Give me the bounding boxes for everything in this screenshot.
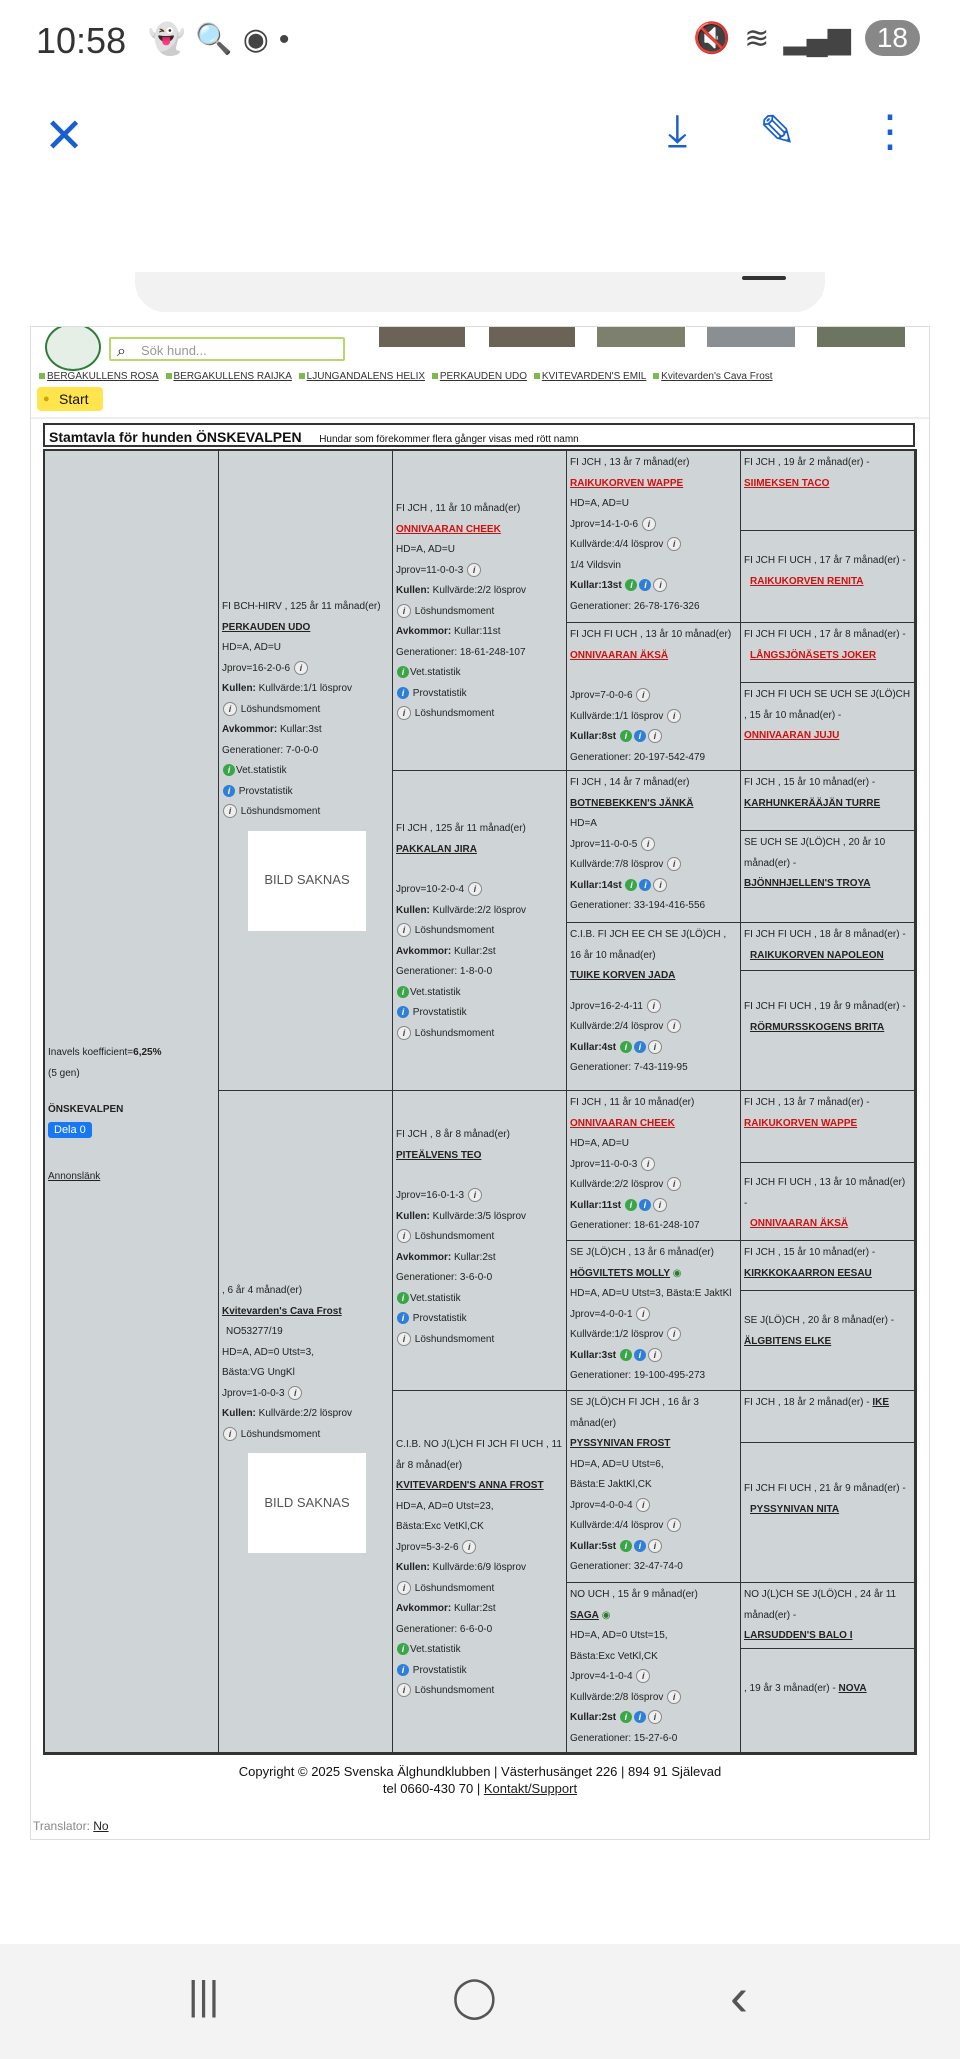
header-photo[interactable] — [707, 327, 795, 347]
pedigree-sire — [219, 451, 393, 1091]
recent-apps-icon[interactable]: ||| — [188, 1974, 220, 2018]
dog-name-link[interactable]: IKE — [872, 1397, 890, 1408]
pedigree-g3: FI JCH , 125 år 11 månad(er) PAKKALAN JIRA Jprov=10-2-0-4 i Kullen: Kullvärde:2/2 lösprov i Löshundsmoment Avkommor: Kullar:2st Generationer: 1-8-0-0 i Vet.statistik i Provstatistik i Löshundsmoment — [393, 771, 567, 1091]
pedigree-g4: SE J(LÖ)CH , 13 år 6 månad(er) HÖGVILTETS MOLLY ◉ HD=A, AD=U Utst=3, Bästa:E JaktKl Jprov=4-0-0-1 i Kullvärde:1/2 lösprov i Kullar:3st i i i Generationer: 19-100-495-273 — [567, 1241, 741, 1391]
quicklink[interactable]: PERKAUDEN UDO — [432, 371, 527, 382]
ad-link[interactable]: Annonslänk — [48, 1171, 101, 1182]
pedigree-g5: FI JCH , 19 år 2 månad(er) - SIIMEKSEN TACO — [741, 451, 915, 531]
pedigree-col-subject — [45, 451, 219, 1753]
info-icon[interactable]: i — [223, 1427, 237, 1441]
info-icon[interactable]: i — [667, 857, 681, 871]
pedigree-g5: SE UCH SE J(LÖ)CH , 20 år 10 månad(er) - BJÖNNHJELLEN'S TROYA — [741, 831, 915, 923]
info-icon[interactable]: i — [647, 999, 661, 1013]
info-icon[interactable]: i — [462, 1540, 476, 1554]
vet-stat-icon[interactable]: i — [397, 1643, 409, 1655]
magnifier-icon: ⌕ — [117, 343, 126, 360]
vet-stat-icon[interactable]: i — [397, 666, 409, 678]
info-icon[interactable]: i — [641, 1157, 655, 1171]
pedigree-g4: FI JCH FI UCH , 13 år 10 månad(er) ONNIVAARAN ÄKSÄ Jprov=7-0-0-6 i Kullvärde:1/1 lösprov i Kullar:8st i i i Generationer: 20-197-542-479 — [567, 623, 741, 771]
dam-jprov: Jprov=1-0-0-3 — [222, 1387, 285, 1399]
pedigree-g4: FI JCH , 13 år 7 månad(er) RAIKUKORVEN WAPPE HD=A, AD=U Jprov=14-1-0-6 i Kullvärde:4/4 lösprov i 1/4 Vildsvin Kullar:13st i i i Generationer: 26-78-176-326 — [567, 451, 741, 623]
prov-stat-link[interactable]: Provstatistik — [412, 1313, 467, 1324]
info-icon[interactable]: i — [397, 1332, 411, 1346]
back-icon[interactable]: ‹ — [730, 1967, 748, 2027]
pedigree-dam — [219, 1091, 393, 1753]
dog-name-link[interactable]: ONNIVAARAN JUJU — [744, 730, 840, 741]
title-note: Hundar som förekommer flera gånger visas med rött namn — [319, 434, 579, 445]
sire-generations: Generationer: 7-0-0-0 — [222, 744, 319, 756]
prov-stat-link[interactable]: Provstatistik — [412, 687, 467, 699]
info-icon[interactable]: i — [667, 1518, 681, 1532]
dog-name-link[interactable]: KIRKKOKAARRON EESAU — [744, 1267, 872, 1279]
dam-kullvarde: Kullvärde:2/2 lösprov — [258, 1408, 353, 1419]
dog-name-link[interactable]: LÅNGSJÖNÄSETS JOKER — [750, 649, 877, 661]
pedigree-g3: FI JCH , 8 år 8 månad(er) PITEÄLVENS TEO Jprov=16-0-1-3 i Kullen: Kullvärde:3/5 lösprov i Löshundsmoment Avkommor: Kullar:2st Generationer: 3-6-0-0 i Vet.statistik i Provstatistik i Löshundsmoment — [393, 1091, 567, 1391]
viewer-toolbar — [0, 84, 960, 184]
vet-stat-link[interactable]: Vet.statistik — [410, 667, 461, 678]
info-icon[interactable]: i — [223, 702, 237, 716]
info-icon[interactable]: i — [397, 1683, 411, 1697]
info-icon[interactable]: i — [636, 688, 650, 702]
info-icon[interactable]: i — [397, 604, 411, 618]
info-icon[interactable]: i — [468, 882, 482, 896]
more-options-icon[interactable]: ⋮ — [868, 107, 912, 156]
loshund-link[interactable]: Löshundsmoment — [240, 806, 321, 817]
pedigree-g4: SE J(LÖ)CH FI JCH , 16 år 3 månad(er) PYSSYNIVAN FROST HD=A, AD=U Utst=6, Bästa:E JaktKl,CK Jprov=4-0-0-4 i Kullvärde:4/4 lösprov i Kullar:5st i i i Generationer: 32-47-74-0 — [567, 1391, 741, 1583]
dog-name-link[interactable]: PYSSYNIVAN FROST — [570, 1438, 671, 1449]
mute-icon: 🔇 — [692, 21, 731, 55]
loshund-link[interactable]: Löshundsmoment — [414, 1333, 495, 1345]
dog-name-link[interactable]: KVITEVARDEN'S ANNA FROST — [396, 1480, 544, 1491]
download-icon[interactable]: ⤓ — [667, 106, 688, 155]
pedigree-g4: NO UCH , 15 år 9 månad(er) SAGA ◉ HD=A, AD=0 Utst=15, Bästa:Exc VetKl,CK Jprov=4-1-0-4 i Kullvärde:2/8 lösprov i Kullar:2st i i i Generationer: 15-27-6-0 — [567, 1583, 741, 1753]
quicklink[interactable]: Kvitevarden's Cava Frost — [653, 371, 772, 382]
pedigree-g5: SE J(LÖ)CH , 20 år 8 månad(er) - ÄLGBITENS ELKE — [741, 1291, 915, 1391]
quicklink[interactable]: BERGAKULLENS RAIJKA — [166, 371, 292, 382]
sire-name-link[interactable]: PERKAUDEN UDO — [222, 621, 311, 633]
subject-dog-name: ÖNSKEVALPEN — [48, 1104, 124, 1115]
dog-name-link[interactable]: ÄLGBITENS ELKE — [744, 1335, 832, 1347]
vet-stat-link[interactable]: Vet.statistik — [236, 765, 287, 776]
dog-name-link[interactable]: BOTNEBEKKEN'S JÄNKÄ — [570, 797, 694, 809]
vet-stat-icon[interactable]: i — [397, 986, 409, 998]
wifi-icon: ≋ — [744, 21, 770, 55]
quicklink[interactable]: KVITEVARDEN'S EMIL — [534, 371, 647, 382]
info-icon[interactable]: i — [667, 1019, 681, 1033]
kullen-label: Kullen: — [222, 1408, 256, 1419]
translator-link[interactable]: No — [93, 1819, 109, 1833]
pedigree-g5: FI JCH FI UCH , 18 år 8 månad(er) - RAIKUKORVEN NAPOLEON — [741, 923, 915, 971]
vet-stat-link[interactable]: Vet.statistik — [410, 986, 461, 998]
dam-basta: Bästa:VG UngKl — [222, 1367, 295, 1378]
pedigree-g3: C.I.B. NO J(L)CH FI JCH FI UCH , 11 år 8 månad(er) KVITEVARDEN'S ANNA FROST HD=A, AD=0 Utst=23, Bästa:Exc VetKl,CK Jprov=5-3-2-6 i Kullen: Kullvärde:6/9 lösprov i Löshundsmoment Avkommor: Kullar:2st Generationer: 6-6-0-0 i Vet.statistik i Provstatistik i Löshundsmoment — [393, 1391, 567, 1753]
snapchat-icon: 👻 — [148, 23, 196, 56]
pedigree-g5: FI JCH FI UCH , 17 år 7 månad(er) - RAIKUKORVEN RENITA — [741, 531, 915, 623]
info-icon[interactable]: i — [397, 1581, 411, 1595]
search-input[interactable] — [109, 337, 345, 361]
sire-jprov: Jprov=16-2-0-6 — [222, 662, 291, 674]
dog-name-link[interactable]: ONNIVAARAN CHEEK — [396, 523, 501, 535]
dog-name-link[interactable]: TUIKE KORVEN JADA — [570, 970, 676, 981]
pedigree-g5: FI JCH FI UCH SE UCH SE J(LÖ)CH , 15 år 10 månad(er) - ONNIVAARAN JUJU — [741, 683, 915, 771]
pedigree-g5: FI JCH FI UCH , 17 år 8 månad(er) - LÅNGSJÖNÄSETS JOKER — [741, 623, 915, 683]
info-icon[interactable]: i — [397, 706, 411, 720]
avkommor-label: Avkommor: — [222, 724, 278, 735]
dot-icon: • — [278, 23, 300, 56]
loshund-link[interactable]: Löshundsmoment — [414, 708, 495, 719]
pedigree-g3: FI JCH , 11 år 10 månad(er) ONNIVAARAN CHEEK HD=A, AD=U Jprov=11-0-0-3 i Kullen: Kullvärde:2/2 lösprov i Löshundsmoment Avkommor: Kullar:11st Generationer: 18-61-248-107 i Vet.statistik i Provstatistik i Löshundsmoment — [393, 451, 567, 771]
info-icon[interactable]: i — [667, 1690, 681, 1704]
dog-name-link[interactable]: RAIKUKORVEN NAPOLEON — [750, 949, 884, 961]
dog-name-link[interactable]: PYSSYNIVAN NITA — [750, 1503, 840, 1515]
pedigree-g5: FI JCH , 13 år 7 månad(er) - RAIKUKORVEN WAPPE — [741, 1091, 915, 1163]
status-bar — [0, 0, 960, 84]
info-icon[interactable]: i — [636, 1307, 650, 1321]
prov-stat-icon[interactable]: i — [223, 785, 235, 797]
dog-name-link[interactable]: RÖRMURSSKOGENS BRITA — [750, 1021, 885, 1033]
pedigree-g4: C.I.B. FI JCH EE CH SE J(LÖ)CH , 16 år 10 månad(er) TUIKE KORVEN JADA Jprov=16-2-4-11 i Kullvärde:2/4 lösprov i Kullar:4st i i i Generationer: 7-43-119-95 — [567, 923, 741, 1091]
sire-hd: HD=A, AD=U — [222, 642, 281, 653]
eye-icon: ◉ — [672, 1267, 682, 1279]
dog-name-link[interactable]: BJÖNNHJELLEN'S TROYA — [744, 878, 871, 889]
pedigree-g5: FI JCH FI UCH , 21 år 9 månad(er) - PYSSYNIVAN NITA — [741, 1443, 915, 1583]
divider — [31, 417, 929, 419]
info-icon[interactable]: i — [397, 1026, 411, 1040]
header-photo[interactable] — [597, 327, 685, 347]
pedigree-g5: NO J(L)CH SE J(LÖ)CH , 24 år 11 månad(er) - LARSUDDEN'S BALO I — [741, 1583, 915, 1649]
sire-kullvarde: Kullvärde:1/1 lösprov — [258, 683, 353, 694]
header-photo[interactable] — [489, 327, 575, 347]
notification-icons — [148, 22, 299, 57]
loshund-link[interactable]: Löshundsmoment — [414, 1231, 495, 1242]
pedigree-g4: FI JCH , 11 år 10 månad(er) ONNIVAARAN CHEEK HD=A, AD=U Jprov=11-0-0-3 i Kullvärde:2/2 lösprov i Kullar:11st i i i Generationer: 18-61-248-107 — [567, 1091, 741, 1241]
prov-stat-icon[interactable]: i — [397, 1006, 409, 1018]
search-icon: 🔍 — [195, 23, 243, 56]
info-icon[interactable]: i — [641, 837, 655, 851]
edit-icon[interactable]: ✎ — [759, 107, 796, 156]
info-icon[interactable]: i — [397, 1229, 411, 1243]
loshund-link[interactable]: Löshundsmoment — [414, 605, 495, 617]
vet-stat-icon[interactable]: i — [223, 764, 235, 776]
dog-name-link[interactable]: ONNIVAARAN ÄKSÄ — [750, 1218, 849, 1229]
info-icon[interactable]: i — [636, 1498, 650, 1512]
translator: Translator: No — [33, 1819, 109, 1833]
dam-hd: HD=A, AD=0 Utst=3, — [222, 1346, 314, 1358]
page-title: Stamtavla för hunden ÖNSKEVALPEN — [49, 429, 302, 445]
quicklink[interactable]: BERGAKULLENS ROSA — [39, 371, 159, 382]
prov-stat-icon[interactable]: i — [397, 687, 409, 699]
prov-stat-link[interactable]: Provstatistik — [412, 1664, 467, 1676]
quicklinks-bar — [39, 371, 777, 382]
loshund-link[interactable]: Löshundsmoment — [414, 1685, 495, 1696]
pedigree-g5: FI JCH , 18 år 2 månad(er) - IKE — [741, 1391, 915, 1443]
no-photo-placeholder: BILD SAKNAS — [248, 1453, 366, 1553]
page-footer — [31, 1763, 929, 1797]
contact-link[interactable]: Kontakt/Support — [483, 1781, 578, 1796]
pedigree-g5: FI JCH , 15 år 10 månad(er) - KARHUNKERÄÄJÄN TURRE — [741, 771, 915, 831]
info-icon[interactable]: i — [667, 537, 681, 551]
signal-icon: ▂▄▆ — [783, 21, 851, 55]
dog-name-link[interactable]: PAKKALAN JIRA — [396, 843, 477, 855]
dam-name-link[interactable]: Kvitevarden's Cava Frost — [222, 1305, 342, 1317]
info-icon[interactable]: i — [223, 804, 237, 818]
dog-name-link[interactable]: NOVA — [838, 1683, 867, 1694]
prov-stat-link[interactable]: Provstatistik — [238, 785, 293, 797]
inbreeding-line: Inavels koefficient=6,25% — [48, 1047, 162, 1058]
start-button[interactable]: ● Start — [37, 387, 103, 411]
dog-name-link[interactable]: ONNIVAARAN CHEEK — [570, 1117, 675, 1129]
home-icon[interactable]: ◯ — [452, 1975, 497, 2019]
prov-stat-icon[interactable]: i — [397, 1312, 409, 1324]
loshund-link[interactable]: Löshundsmoment — [240, 703, 321, 715]
prov-stat-link[interactable]: Provstatistik — [412, 1007, 467, 1018]
browser-pill — [135, 272, 825, 312]
close-icon[interactable]: ✕ — [44, 110, 85, 163]
dam-registration: NO53277/19 — [226, 1326, 283, 1337]
android-navbar — [0, 1944, 960, 2059]
quicklink[interactable]: LJUNGANDALENS HELIX — [299, 371, 425, 382]
info-icon[interactable]: i — [636, 1669, 650, 1683]
header-photo[interactable] — [379, 327, 465, 347]
handle-bar — [742, 276, 786, 280]
dog-name-link[interactable]: RAIKUKORVEN WAPPE — [744, 1117, 858, 1129]
info-icon[interactable]: i — [467, 563, 481, 577]
pedigree-g5: FI JCH FI UCH , 19 år 9 månad(er) - RÖRMURSSKOGENS BRITA — [741, 971, 915, 1091]
info-icon[interactable]: i — [667, 1177, 681, 1191]
system-icons — [693, 20, 920, 56]
info-icon[interactable]: i — [667, 1327, 681, 1341]
eye-icon: ◉ — [601, 1609, 611, 1621]
prov-stat-icon[interactable]: i — [397, 1664, 409, 1676]
info-icon[interactable]: i — [288, 1386, 302, 1400]
generations-count: (5 gen) — [48, 1067, 80, 1079]
pedigree-title-bar — [43, 423, 915, 447]
header-photo[interactable] — [817, 327, 905, 347]
pedigree-g4: FI JCH , 14 år 7 månad(er) BOTNEBEKKEN'S JÄNKÄ HD=A Jprov=11-0-0-5 i Kullvärde:7/8 lösprov i Kullar:14st i i i Generationer: 33-194-416-556 — [567, 771, 741, 923]
vet-stat-link[interactable]: Vet.statistik — [410, 1292, 461, 1304]
no-photo-placeholder: BILD SAKNAS — [248, 831, 366, 931]
dog-name-link[interactable]: HÖGVILTETS MOLLY — [570, 1267, 671, 1279]
loshund-link[interactable]: Löshundsmoment — [414, 1027, 495, 1039]
dog-name-link[interactable]: LARSUDDEN'S BALO I — [744, 1630, 853, 1641]
dam-title: , 6 år 4 månad(er) — [222, 1285, 303, 1296]
sire-title: FI BCH-HIRV , 125 år 11 månad(er) — [222, 601, 381, 612]
phone-text: tel 0660-430 70 | — [382, 1781, 484, 1796]
copyright-text: Copyright © 2025 Svenska Älghundklubben | Västerhusänget 226 | 894 91 Själevad — [238, 1764, 722, 1779]
search-placeholder: Sök hund... — [141, 343, 207, 358]
loshund-link[interactable]: Löshundsmoment — [414, 1582, 495, 1594]
dog-name-link[interactable]: SIIMEKSEN TACO — [744, 477, 830, 489]
club-logo[interactable] — [45, 326, 101, 371]
loshund-link[interactable]: Löshundsmoment — [414, 925, 495, 936]
info-icon[interactable]: i — [642, 517, 656, 531]
facebook-share-button[interactable]: Dela 0 — [48, 1122, 92, 1138]
info-icon[interactable]: i — [294, 661, 308, 675]
pedigree-grid — [43, 449, 917, 1755]
battery-indicator: 18 — [865, 20, 920, 56]
dog-name-link[interactable]: ONNIVAARAN ÄKSÄ — [570, 649, 669, 661]
kullen-label: Kullen: — [222, 683, 256, 694]
sire-kullar: Kullar:3st — [279, 724, 322, 735]
status-time: 10:58 — [36, 20, 127, 61]
vet-stat-link[interactable]: Vet.statistik — [410, 1644, 461, 1655]
dog-name-link[interactable]: RAIKUKORVEN RENITA — [750, 575, 864, 587]
dog-name-link[interactable]: KARHUNKERÄÄJÄN TURRE — [744, 797, 881, 809]
info-icon[interactable]: i — [397, 923, 411, 937]
info-icon[interactable]: i — [468, 1188, 482, 1202]
pedigree-g5: , 19 år 3 månad(er) - NOVA — [741, 1649, 915, 1753]
pedigree-g5: FI JCH FI UCH , 13 år 10 månad(er) - ONNIVAARAN ÄKSÄ — [741, 1163, 915, 1241]
vet-stat-icon[interactable]: i — [397, 1292, 409, 1304]
pedigree-g5: FI JCH , 15 år 10 månad(er) - KIRKKOKAARRON EESAU — [741, 1241, 915, 1291]
dog-name-link[interactable]: PITEÄLVENS TEO — [396, 1149, 482, 1161]
messenger-icon: ◉ — [242, 23, 279, 56]
dog-name-link[interactable]: SAGA — [570, 1609, 599, 1621]
loshund-link[interactable]: Löshundsmoment — [240, 1428, 321, 1440]
web-page — [30, 326, 930, 1840]
dog-name-link[interactable]: RAIKUKORVEN WAPPE — [570, 477, 684, 489]
info-icon[interactable]: i — [667, 709, 681, 723]
